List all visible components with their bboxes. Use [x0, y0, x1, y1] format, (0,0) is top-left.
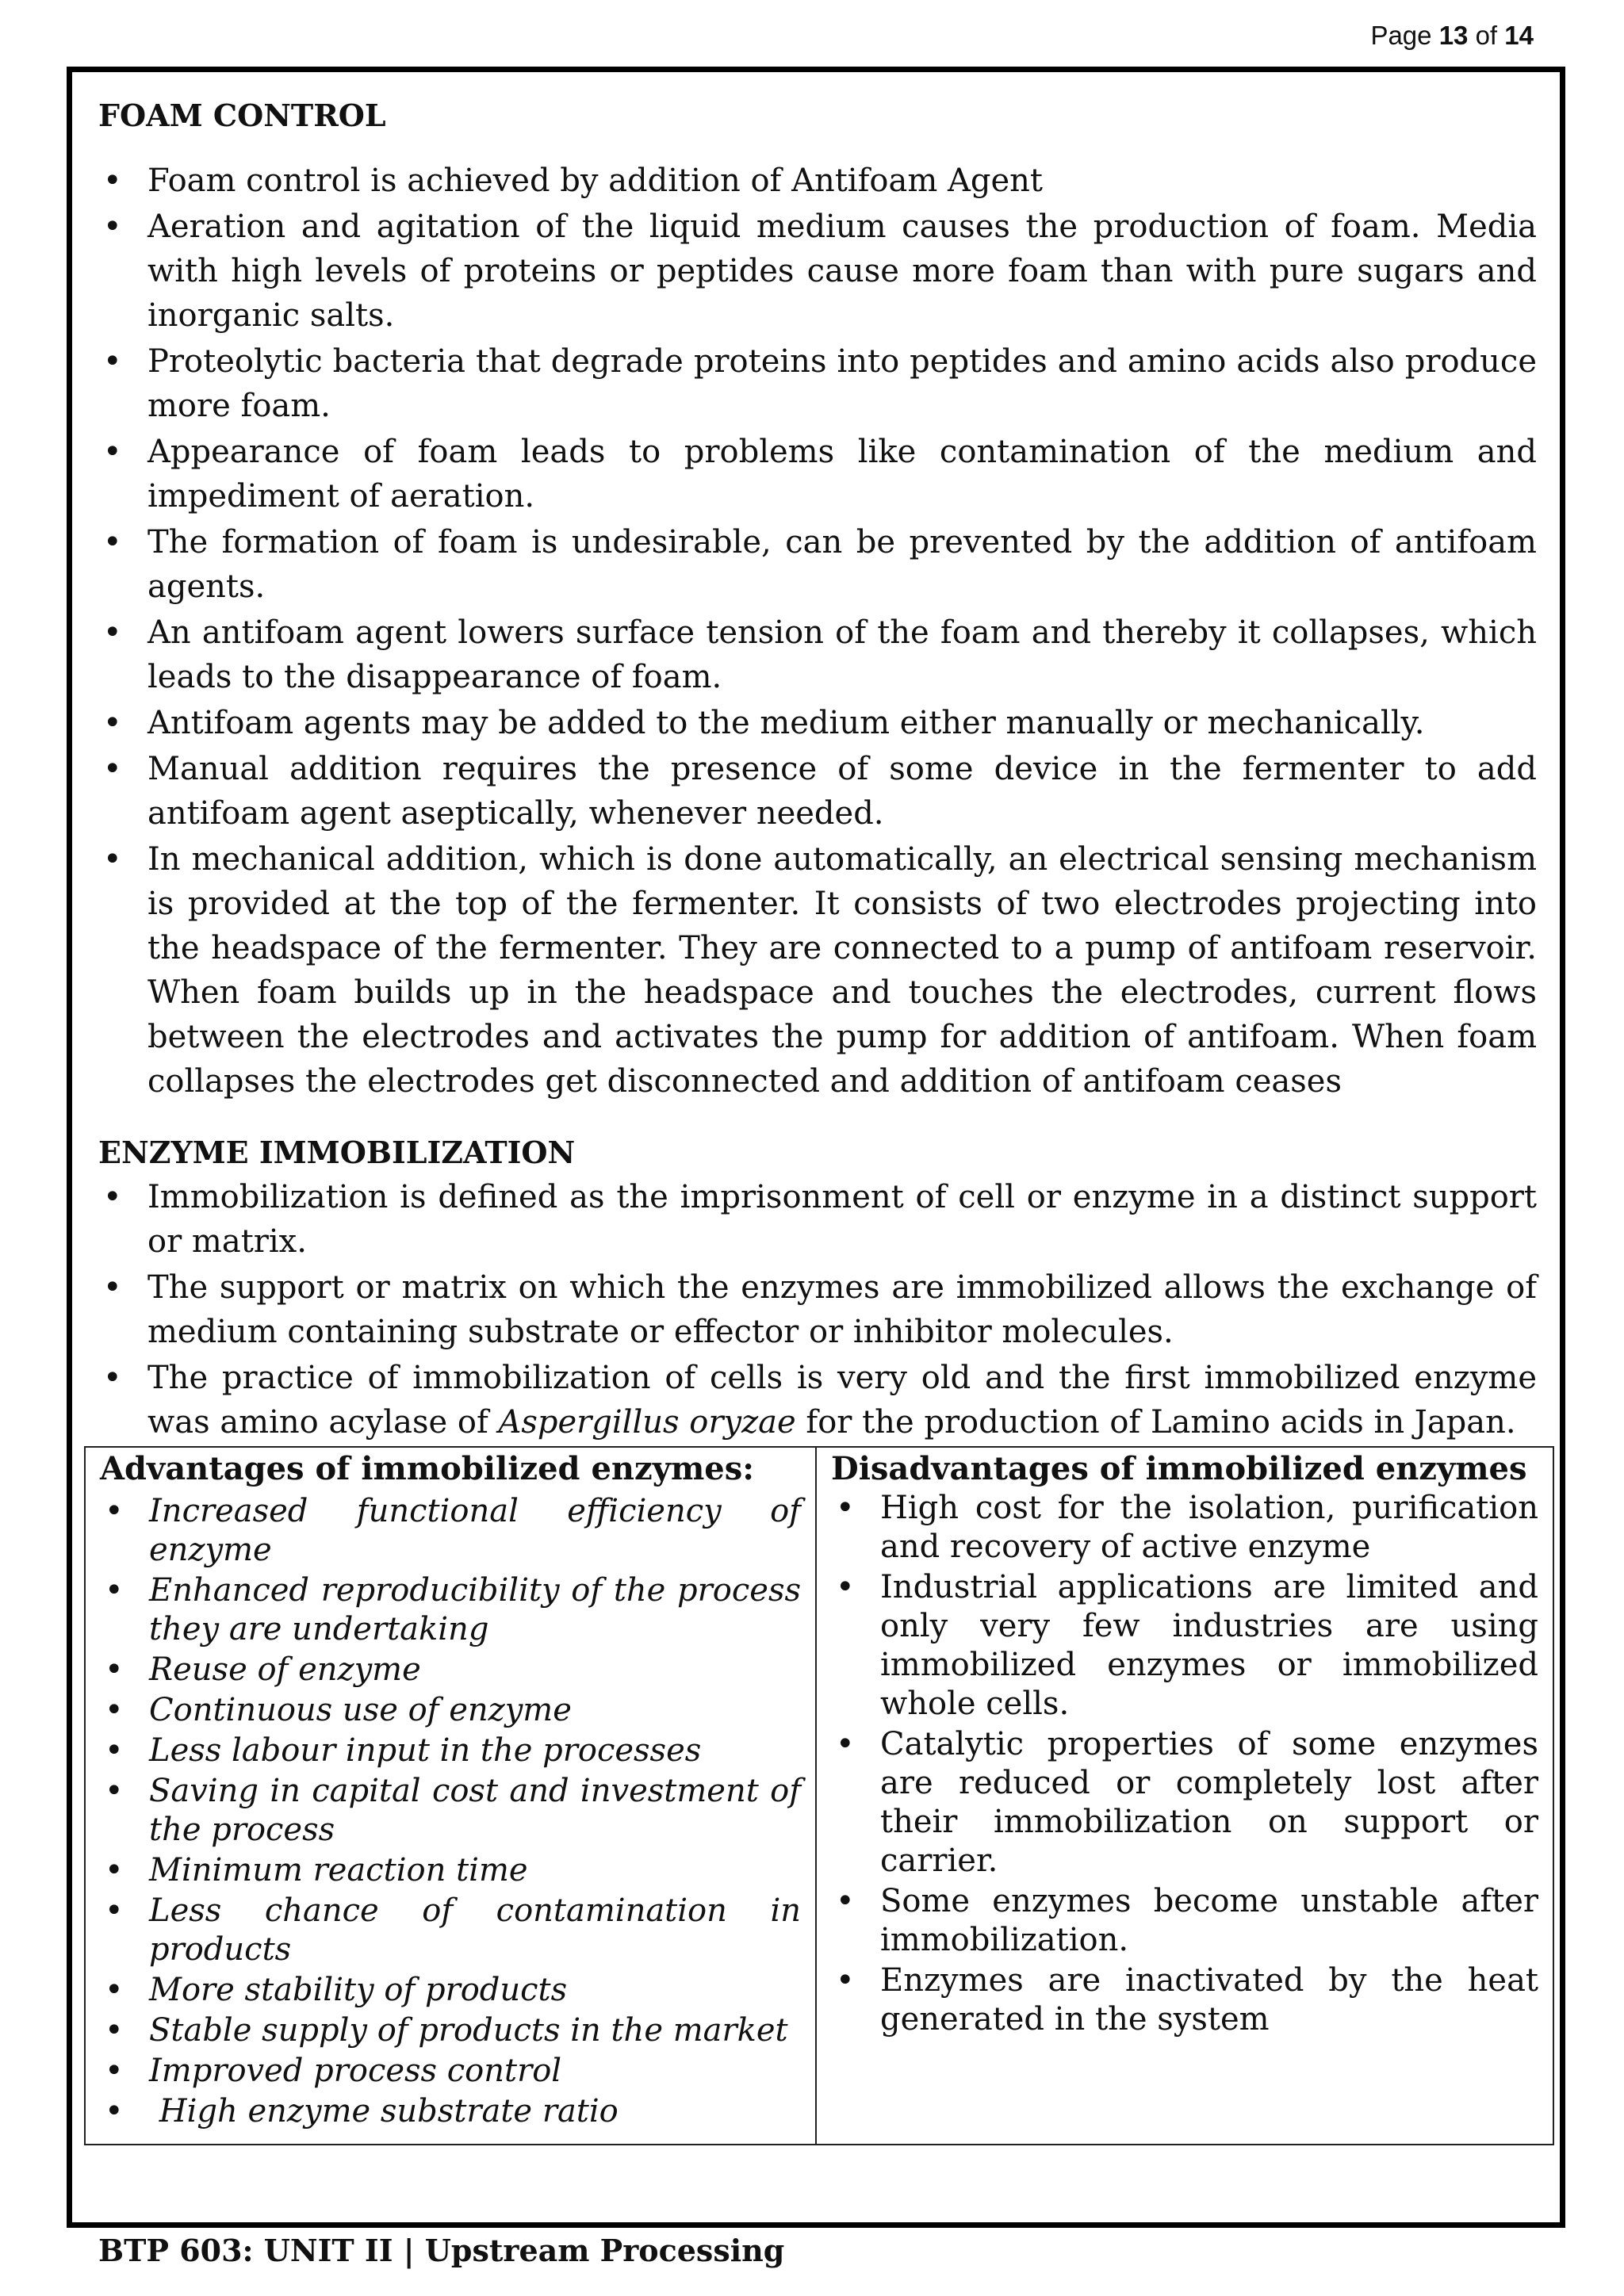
list-item: • Stable supply of products in the market: [105, 2012, 788, 2049]
list-item: • The practice of immobilization of cells is very old and the first immobilized enzyme was amino acylase of Aspergillus oryzae for the production of Lamino acids in Japan.: [98, 1356, 1537, 1445]
bullet-icon: •: [105, 1892, 124, 1929]
bullet-icon: •: [105, 2093, 124, 2130]
bullet-icon: •: [103, 841, 122, 878]
list-item: • The support or matrix on which the enzymes are immobilized allows the exchange of medium containing substrate or effector or inhibitor molecules.: [98, 1265, 1537, 1354]
list-item: • Foam control is achieved by addition of Antifoam Agent: [98, 159, 1537, 203]
enzyme-immobilization-heading: ENZYME IMMOBILIZATION: [98, 1135, 576, 1170]
bullet-icon: •: [105, 1852, 124, 1888]
list-item: • Increased functional efficiency of enzyme: [105, 1493, 801, 1568]
list-item: • Aeration and agitation of the liquid medium causes the production of foam. Media with high levels of proteins or peptides cause more foam than with pure sugars and inorganic salts.: [98, 205, 1537, 338]
advantages-heading: Advantages of immobilized enzymes:: [100, 1450, 754, 1487]
bullet-icon: •: [103, 705, 122, 741]
foam-control-list: [98, 159, 1537, 1104]
bullet-icon: •: [105, 1773, 124, 1809]
list-item: • An antifoam agent lowers surface tension of the foam and thereby it collapses, which leads to the disappearance of foam.: [98, 610, 1537, 699]
list-item: • Industrial applications are limited and only very few industries are using immobilized enzymes or immobilized whole cells.: [836, 1569, 1538, 1722]
bullet-icon: •: [105, 2053, 124, 2089]
bullet-icon: •: [105, 1692, 124, 1728]
page-current: 13: [1438, 21, 1469, 50]
bullet-icon: •: [103, 343, 122, 380]
bullet-icon: •: [103, 209, 122, 245]
page-of: of: [1475, 21, 1498, 50]
bullet-icon: •: [103, 163, 122, 199]
bullet-icon: •: [103, 434, 122, 470]
bullet-icon: •: [105, 2012, 124, 2049]
bullet-icon: •: [105, 1651, 124, 1688]
bullet-icon: •: [103, 1360, 122, 1396]
bullet-icon: •: [103, 1179, 122, 1215]
list-item: • Catalytic properties of some enzymes are reduced or completely lost after their immobilization on support or carrier.: [836, 1726, 1538, 1879]
disadvantages-heading: Disadvantages of immobilized enzymes: [831, 1450, 1527, 1487]
bullet-icon: •: [105, 1732, 124, 1769]
list-item: • Some enzymes become unstable after immobilization.: [836, 1883, 1538, 1958]
list-item: • High cost for the isolation, purification and recovery of active enzyme: [836, 1490, 1538, 1565]
list-item: • Continuous use of enzyme: [105, 1692, 572, 1728]
bullet-icon: •: [105, 1572, 124, 1609]
list-item: • Antifoam agents may be added to the medium either manually or mechanically.: [98, 701, 1537, 745]
list-item: • The formation of foam is undesirable, can be prevented by the addition of antifoam agents.: [98, 520, 1537, 609]
page-number: [1370, 21, 1534, 51]
list-item: • Minimum reaction time: [105, 1852, 528, 1888]
list-item: • Reuse of enzyme: [105, 1651, 421, 1688]
enzyme-immobilization-list: [98, 1175, 1537, 1445]
list-item: • In mechanical addition, which is done automatically, an electrical sensing mechanism is provided at the top of the fermenter. It consists of two electrodes projecting into the headspace of the fermenter. They are connected to a pump of antifoam reservoir. When foam builds up in the headspace and touches the electrodes, current flows between the electrodes and activates the pump for addition of antifoam. When foam collapses the electrodes get disconnected and addition of antifoam ceases: [98, 837, 1537, 1104]
list-item: • Enhanced reproducibility of the process they are undertaking: [105, 1572, 801, 1647]
bullet-icon: •: [105, 1972, 124, 2008]
bullet-icon: •: [836, 1490, 855, 1526]
bullet-icon: •: [103, 751, 122, 787]
list-item: • Improved process control: [105, 2053, 562, 2089]
list-item: • Saving in capital cost and investment of the process: [105, 1773, 801, 1848]
page-content: [98, 94, 1537, 2145]
list-item: • More stability of products: [105, 1972, 568, 2008]
list-item: • Immobilization is defined as the imprisonment of cell or enzyme in a distinct support or matrix.: [98, 1175, 1537, 1264]
bullet-icon: •: [103, 1269, 122, 1306]
list-item: • Less chance of contamination in products: [105, 1892, 801, 1968]
advantages-column: [86, 1448, 817, 2144]
immobilized-enzymes-table: [84, 1446, 1554, 2145]
list-item: • Enzymes are inactivated by the heat generated in the system: [836, 1962, 1538, 2038]
disadvantages-list: [831, 1489, 1538, 2039]
bullet-icon: •: [836, 1962, 855, 1999]
list-item: • Less labour input in the processes: [105, 1732, 702, 1769]
list-item: • Proteolytic bacteria that degrade proteins into peptides and amino acids also produce more foam.: [98, 339, 1537, 428]
bullet-icon: •: [103, 524, 122, 561]
bullet-icon: •: [836, 1726, 855, 1762]
advantages-list: [100, 1492, 801, 2131]
species-name: Aspergillus oryzae: [498, 1404, 796, 1441]
list-item: • Manual addition requires the presence of some device in the fermenter to add antifoam agent aseptically, whenever needed.: [98, 747, 1537, 836]
disadvantages-column: [817, 1448, 1553, 2144]
bullet-icon: •: [103, 614, 122, 651]
list-item: • Appearance of foam leads to problems like contamination of the medium and impediment of aeration.: [98, 430, 1537, 519]
list-item: • High enzyme substrate ratio: [105, 2093, 619, 2130]
page-footer: BTP 603: UNIT II | Upstream Processing: [98, 2233, 785, 2268]
bullet-icon: •: [836, 1569, 855, 1605]
foam-control-heading: FOAM CONTROL: [98, 98, 386, 133]
page-total: 14: [1504, 21, 1534, 50]
page-label: Page: [1370, 21, 1432, 50]
bullet-icon: •: [836, 1883, 855, 1919]
bullet-icon: •: [105, 1493, 124, 1529]
